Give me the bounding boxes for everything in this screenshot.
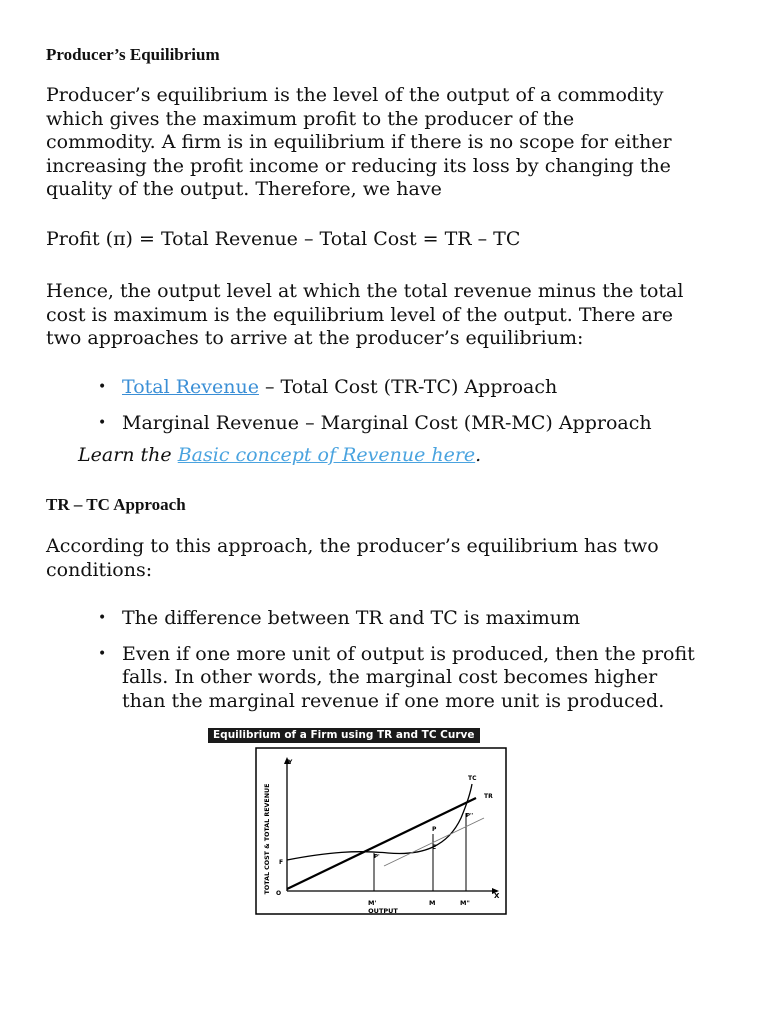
text-line: two approaches to arrive at the producer’s equilibrium:	[46, 327, 584, 349]
text-line: commodity. A firm is in equilibrium if there is no scope for either	[46, 131, 672, 153]
bullet-icon: •	[98, 645, 107, 662]
conditions-list	[46, 607, 736, 713]
heading-tr-tc-approach: TR – TC Approach	[46, 495, 186, 514]
tc-curve	[287, 784, 472, 860]
learn-more-line	[78, 444, 481, 466]
list-item-text: Even if one more unit of output is produced, then the profit	[122, 642, 695, 665]
f-label: F	[279, 859, 284, 866]
bullet-icon: •	[98, 379, 107, 395]
x-axis-title: OUTPUT	[368, 907, 398, 915]
m1-label: M'	[368, 899, 377, 907]
figure-frame	[256, 748, 506, 914]
tc-label: TC	[468, 775, 477, 782]
list-item-text: than the marginal revenue if one more unit is produced.	[122, 689, 665, 712]
text-line: which gives the maximum profit to the producer of the	[46, 107, 575, 130]
text-line: increasing the profit income or reducing its loss by changing the	[46, 154, 671, 177]
y-axis-title: TOTAL COST & TOTAL REVENUE	[264, 783, 271, 895]
p1-label: P'	[374, 854, 380, 860]
origin-label: O	[276, 890, 282, 897]
text-line: cost is maximum is the equilibrium level of the output. There are	[46, 303, 674, 326]
learn-prefix: Learn the	[78, 444, 178, 466]
total-revenue-link[interactable]: Total Revenue	[122, 376, 259, 398]
revenue-concept-link[interactable]: Basic concept of Revenue here	[177, 444, 476, 466]
list-item	[46, 643, 736, 714]
list-item	[46, 376, 736, 400]
formula-text: Profit (π) = Total Revenue – Total Cost = TR – TC	[46, 228, 521, 250]
figure-title: Equilibrium of a Firm using TR and TC Curve	[208, 728, 480, 743]
list-item-text: falls. In other words, the marginal cost becomes higher	[122, 666, 658, 688]
bullet-icon: •	[98, 414, 107, 431]
m-label: M	[429, 899, 436, 907]
text-line: conditions:	[46, 558, 153, 581]
text-line: Hence, the output level at which the total revenue minus the total	[46, 280, 684, 302]
list-item-text: The difference between TR and TC is maximum	[122, 607, 581, 629]
m2-label: M"	[460, 899, 470, 907]
approach-paragraph	[46, 280, 736, 351]
text-line: According to this approach, the producer’s equilibrium has two	[46, 535, 659, 557]
list-item	[46, 607, 736, 631]
approaches-list	[46, 376, 736, 435]
e-label: E	[432, 844, 437, 851]
p-label: P	[432, 826, 437, 833]
conditions-intro	[46, 535, 736, 582]
p2-label: P''	[466, 813, 474, 819]
tr-label: TR	[484, 793, 493, 800]
list-item-text: Marginal Revenue – Marginal Cost (MR-MC) Approach	[122, 411, 652, 434]
equilibrium-diagram	[208, 728, 518, 918]
tr-curve	[287, 798, 476, 889]
equilibrium-figure	[208, 728, 518, 918]
x-axis-letter: X	[494, 892, 500, 900]
learn-suffix: .	[475, 444, 482, 466]
text-line: Producer’s equilibrium is the level of the output of a commodity	[46, 84, 664, 106]
bullet-icon: •	[98, 610, 107, 626]
list-item-text: – Total Cost (TR-TC) Approach	[258, 376, 558, 398]
intro-paragraph	[46, 84, 736, 202]
profit-formula	[46, 228, 736, 252]
text-line: quality of the output. Therefore, we have	[46, 178, 442, 200]
list-item	[46, 412, 736, 436]
heading-producers-equilibrium: Producer’s Equilibrium	[46, 45, 220, 64]
y-axis-letter: Y	[288, 759, 293, 766]
